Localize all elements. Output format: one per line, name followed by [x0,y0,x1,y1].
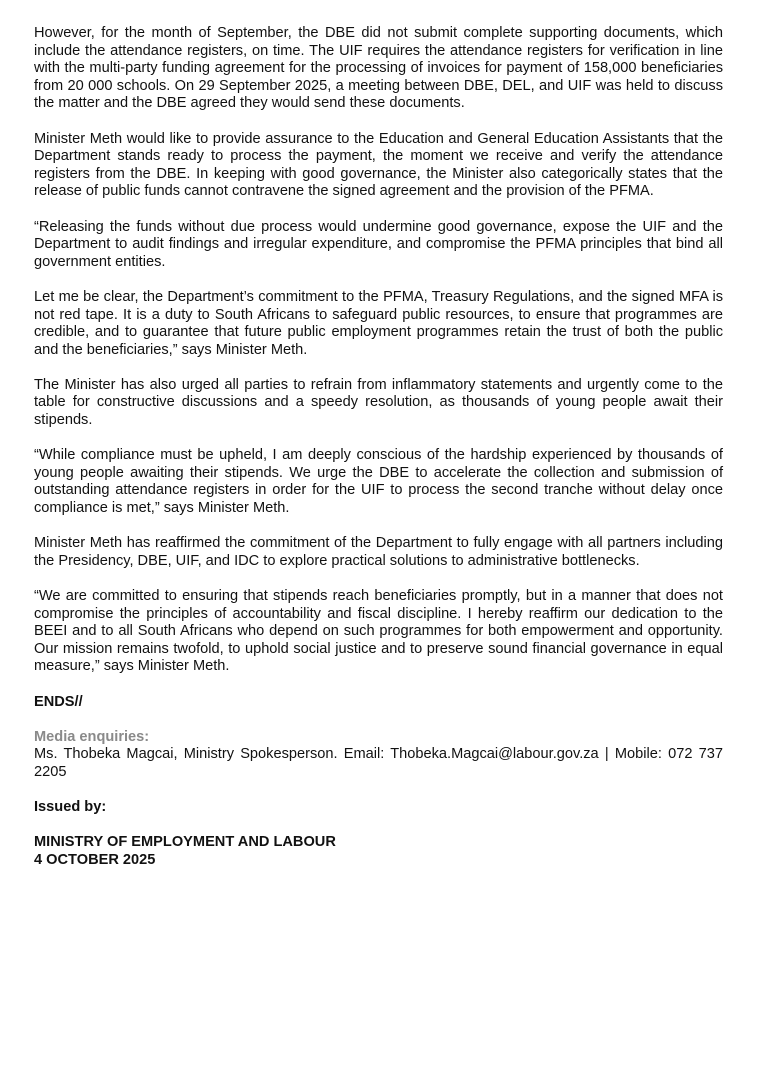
media-enquiries-label: Media enquiries: [34,728,150,745]
paragraph-due-process-quote: “Releasing the funds without due process would undermine good governance, expose the UIF and the Department to audit findings and irregular expenditure, and compromise the PFMA principles that bind all government entities. [34,218,723,270]
paragraph-dbe-documents: However, for the month of September, the DBE did not submit complete supporting documents, which include the attendance registers, on time. The UIF requires the attendance registers for verification in line with the multi-party funding agreement for the processing of invoices for payment of 158,000 beneficiaries from 20 000 schools. On 29 September 2025, a meeting between DBE, DEL, and UIF was held to discuss the matter and the DBE agreed they would send these documents. [34,25,723,112]
issued-by-label: Issued by: [34,799,107,816]
paragraph-pfma-commitment: Let me be clear, the Department’s commitment to the PFMA, Treasury Regulations, and the signed MFA is not red tape. It is a duty to South Africans to safeguard public resources, to ensure that programmes are credible, and to guarantee that future public employment programmes retain the trust of both the public and the beneficiaries,” says Minister Meth. [34,288,723,358]
paragraph-reaffirm-commitment: Minister Meth has reaffirmed the commitment of the Department to fully engage with all partners including the Presidency, DBE, UIF, and IDC to explore practical solutions to administrative bottlenecks. [34,535,723,569]
paragraph-minister-assurance: Minister Meth would like to provide assurance to the Education and General Education Assistants that the Department stands ready to process the payment, the moment we receive and verify the attendance registers from the DBE. In keeping with good governance, the Minister also categorically states that the release of public funds cannot contravene the signed agreement and the provision of the PFMA. [34,130,723,200]
paragraph-compliance-quote: “While compliance must be upheld, I am deeply conscious of the hardship experienced by thousands of young people awaiting their stipends. We urge the DBE to accelerate the collection and submission of outstanding attendance registers in order for the UIF to process the second tranche without delay once compliance is met,” says Minister Meth. [34,447,723,517]
paragraph-stipends-quote: “We are committed to ensuring that stipends reach beneficiaries promptly, but in a manner that does not compromise the principles of accountability and fiscal discipline. I hereby reaffirm our dedication to the BEEI and to all South Africans who depend on such programmes for both empowerment and opportunity. Our mission remains twofold, to uphold social justice and to preserve sound financial governance in equal measure,” says Minister Meth. [34,588,723,675]
ends-marker: ENDS// [34,693,83,710]
paragraph-urge-parties: The Minister has also urged all parties to refrain from inflammatory statements and urgently come to the table for constructive discussions and a speedy resolution, as thousands of young people await their stipends. [34,376,723,429]
ministry-name: MINISTRY OF EMPLOYMENT AND LABOUR [34,834,336,851]
media-contact-details: Ms. Thobeka Magcai, Ministry Spokesperson. Email: Thobeka.Magcai@labour.gov.za | Mobile: 072 737 2205 [34,746,723,780]
press-release-page [34,25,723,870]
release-date: 4 OCTOBER 2025 [34,851,156,868]
